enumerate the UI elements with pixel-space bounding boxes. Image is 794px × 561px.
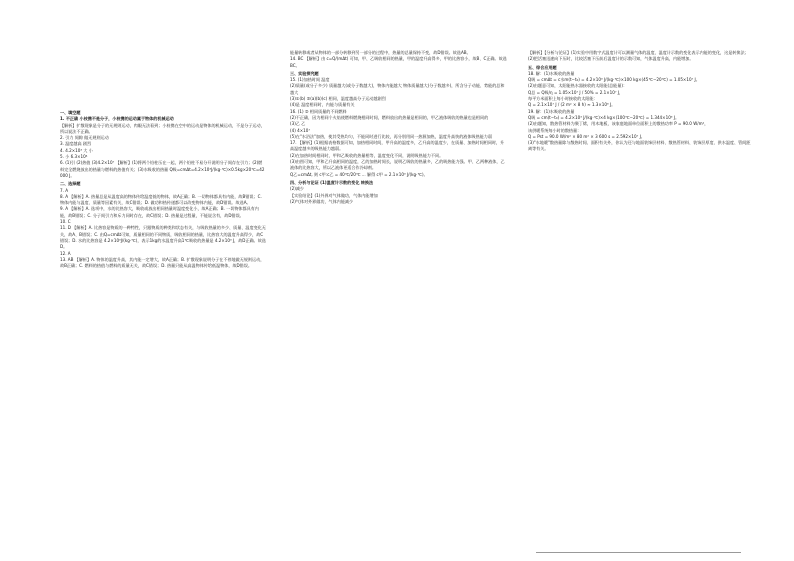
answer-line: 15. (1)加热时间 温度 <box>290 77 330 83</box>
footer-divider <box>536 552 741 553</box>
answer-line: 7. A <box>60 187 69 193</box>
answer-line: Q总 = Q吸/η = 1.05×10⁷ J / 50% = 2.1×10⁷ J， <box>528 89 624 95</box>
answer-line: (5)在"水浴法"加热，使其受热均匀，不能同时进行比较，再分别用同一热源加热，温度升高快的液体吸热能力弱 <box>290 133 492 139</box>
answer-line: 18. 解：(1)水吸收的热量 <box>528 70 575 76</box>
answer-line: 9. A 【解析】A. 选项中，水的比热容大，吸收或放出相同热量时温度变化小，故A正确；B. 一切物体都具有内能，故B错误；C. 分子间引力和斥力同时存在，故C错误；D. 热量是过程量，不能说含有，故D错误。 <box>60 206 259 218</box>
answer-line: 3. 温度越高 剧烈 <box>60 141 92 147</box>
answer-line: (2)在加热时间相同时，甲和乙吸收的热量相等，温度变化不同，说明吸热能力不同。 <box>290 152 444 158</box>
answer-line: (2)不正确，因为相同个火焰使燃料燃烧相同时间，燃料放出的热量是相同的，甲乙液体吸收的热量也是相同的 <box>290 114 489 120</box>
answer-line: (2)气体对外界做功，气体内能减少 <box>290 198 354 204</box>
middle-column <box>290 50 508 205</box>
answer-line: 【实验结论】(1)外界对气体做功，气体内能增加 <box>290 192 378 198</box>
answer-line: 13. AB 【解析】A. 物体的温度升高，其内能一定增大，故A正确；B. 扩散现象说明分子在不停地做无规则运动，故B正确；C. 燃料的热值与燃料的质量无关，故C错误；D. 热量只能从高温物体传给低温物体，故D错误。 <box>60 256 265 269</box>
section-heading: 三、实验探究题 <box>290 70 319 76</box>
section-heading: 二、选择题 <box>60 181 81 187</box>
answer-line: 1. 不正确 小枝携不是分子，小枝携的运动属于物体的机械运动 <box>60 116 174 122</box>
right-column <box>528 50 752 153</box>
answer-line: (2)由题意可知，太阳能热水器接收的太阳能(总能量)： <box>528 83 628 89</box>
answer-line: (3)乙 乙 <box>290 121 306 127</box>
answer-line: (2)减少 <box>290 186 304 192</box>
answer-line: 2. 引力 间隙 做无规则运动 <box>60 135 109 141</box>
answer-line: (3)"水地暖"散热量除与散热时间、面积有关外，你认为还与地面装饰层材料、散热管材料、装饰层厚度、供水温度、管间距离等有关。 <box>528 140 751 152</box>
answer-line: Q = Pst = 90.0 W/m² × 80 m² × 3 600 s = 2.592×10⁷ J。 <box>528 133 645 139</box>
answer-line: (2)质量(或分子多少) 质量越大(或分子数越大)，物体内能越大 物体质量越大(分子数越多)，所含分子动能、势能的总和越大 <box>290 83 505 95</box>
answer-line: (4) 4×10⁷ <box>290 127 310 133</box>
section-heading: 一、填空题 <box>60 110 81 115</box>
answer-line: 5. 小 6.3×10⁴ <box>60 154 88 160</box>
section-heading: 四、分析与论证 (1)温度计示数的变化 转换法 <box>290 179 374 185</box>
answer-line: 17. 【解析】(1)根据表格数据可知，加热相同时间，甲升高的温度多，乙升高的温度少，在质量、加热时间相同时，升高温度越多的吸热能力越弱。 <box>290 140 505 152</box>
answer-line: Q吸 = cm(t−t₀) = 4.2×10³ J/(kg·℃)×4 kg×(100℃−20℃) = 1.344×10⁶ J。 <box>528 114 680 120</box>
answer-line: (3)由图可知，甲和乙升高相同的温度，乙的加热时间长，说明乙吸收的热量多，乙的吸热能力强。甲、乙两种液体，乙液体的比热容大，所以乙液体更适合作冷却剂。 <box>290 159 505 171</box>
answer-line: 8. A 【解析】A. 热量总是从温度高的物体传给温度低的物体，故A正确；B. 一切物体都具有内能，故B错误；C. 物体内能与温度、质量等因素有关，故C错误；D. 做功和热传递都可以改变物体内能，故D错误。故选A。 <box>60 193 262 206</box>
answer-line: 16. (1) ② 相同质量的不同燃料 <box>290 108 347 114</box>
answer-line: Q吸 = cmΔt = c水m(t−t₀) = 4.2×10³ J/(kg·℃)×100 kg×(45℃−20℃) = 1.05×10⁷ J。 <box>528 77 700 83</box>
answer-line: (4)是 温度相同时，内能与质量有关 <box>290 102 355 108</box>
answer-line: 12. A <box>60 250 71 256</box>
answer-line: 该供暖系统每小时的散热量： <box>528 127 582 133</box>
answer-line: Q乙=cmΔt, 则 c甲:c乙 = 40℃/20℃ ... 解得 c甲 = 2.1×10³ J/(kg·℃)。 <box>290 171 428 177</box>
answer-line: 【解析】扩散现象是分子的无规则运动，肉眼无法看到；小枝携在空中的运动是物体的机械运动，不是分子运动，所以说法不正确。 <box>60 122 265 134</box>
answer-line: 14. BC 【解析】由 c=Q/(mΔt) 可知，甲、乙吸收相同的热量，甲的温度升高得多，甲的比热容小，故B、C正确。故选BC。 <box>290 56 507 68</box>
answer-line: 6. (1)引 (2)热值 (3)4.2×10⁷ 【解析】(1)将两个铅柱压在一起，两个铅柱不易分开说明分子间存在引力；(2)燃料完全燃烧放出的热量与燃料的热值有关；(3)水吸收的热量 Q吸=cmΔt=4.2×10³J/(kg·℃)×0.5kg×20℃=42 000 J。 <box>60 160 265 178</box>
answer-line: 19. 解：(1)水吸收的热量 <box>528 108 575 114</box>
answer-line: 每平方米面积上每小时接收的太阳能： <box>528 96 598 102</box>
answer-line: 11. D 【解析】A. 比热容是物质的一种特性，只跟物质的种类和状态有关，与吸收热量的多少、质量、温度变化无关，故A、B错误；C. 由Q=cmΔt可知，质量相同的不同物质，吸收相同的热量，比热容大的温度升高得少，故C错误；D. 水的比热容是 4.2×10³J/(kg·℃)，表示1kg的水温度升高1℃吸收的热量是 4.2×10³ J，故D正确。故选D。 <box>60 225 266 250</box>
answer-line: (3)①(b) ②(a)(b)(c) 相同，温度越高分子运动越剧烈 <box>290 96 386 102</box>
answer-line: 【解析】【分析与论证】(1)实验中用数字式温度计可以测量气体的温度，温度计示数的变化表示内能的变化，这是转换法；(2)把活塞迅速向下压时，比较活塞下压前后温度计的示数可知，气体温度升高，内能增加。 <box>528 50 749 62</box>
answer-line: (2)由题知，散热管材料为聚丁烯，用木地板，该家庭地面单位面积上的散热功率 P = 90.0 W/m²， <box>528 121 709 127</box>
section-heading: 五、综合应用题 <box>528 64 557 70</box>
answer-line: 能量转移或者从物体的一部分转移到另一部分的过程中，热量的总量保持不变，故D错误。故选AB。 <box>290 50 471 55</box>
left-column <box>60 108 266 269</box>
answer-line: 4. 4.2×10³ 大 小 <box>60 147 93 153</box>
answer-line: Q = 2.1×10⁷ J / (2 m² × 8 h) ≈ 1.3×10⁶ J。 <box>528 102 616 108</box>
answer-line: 10. C <box>60 219 71 225</box>
